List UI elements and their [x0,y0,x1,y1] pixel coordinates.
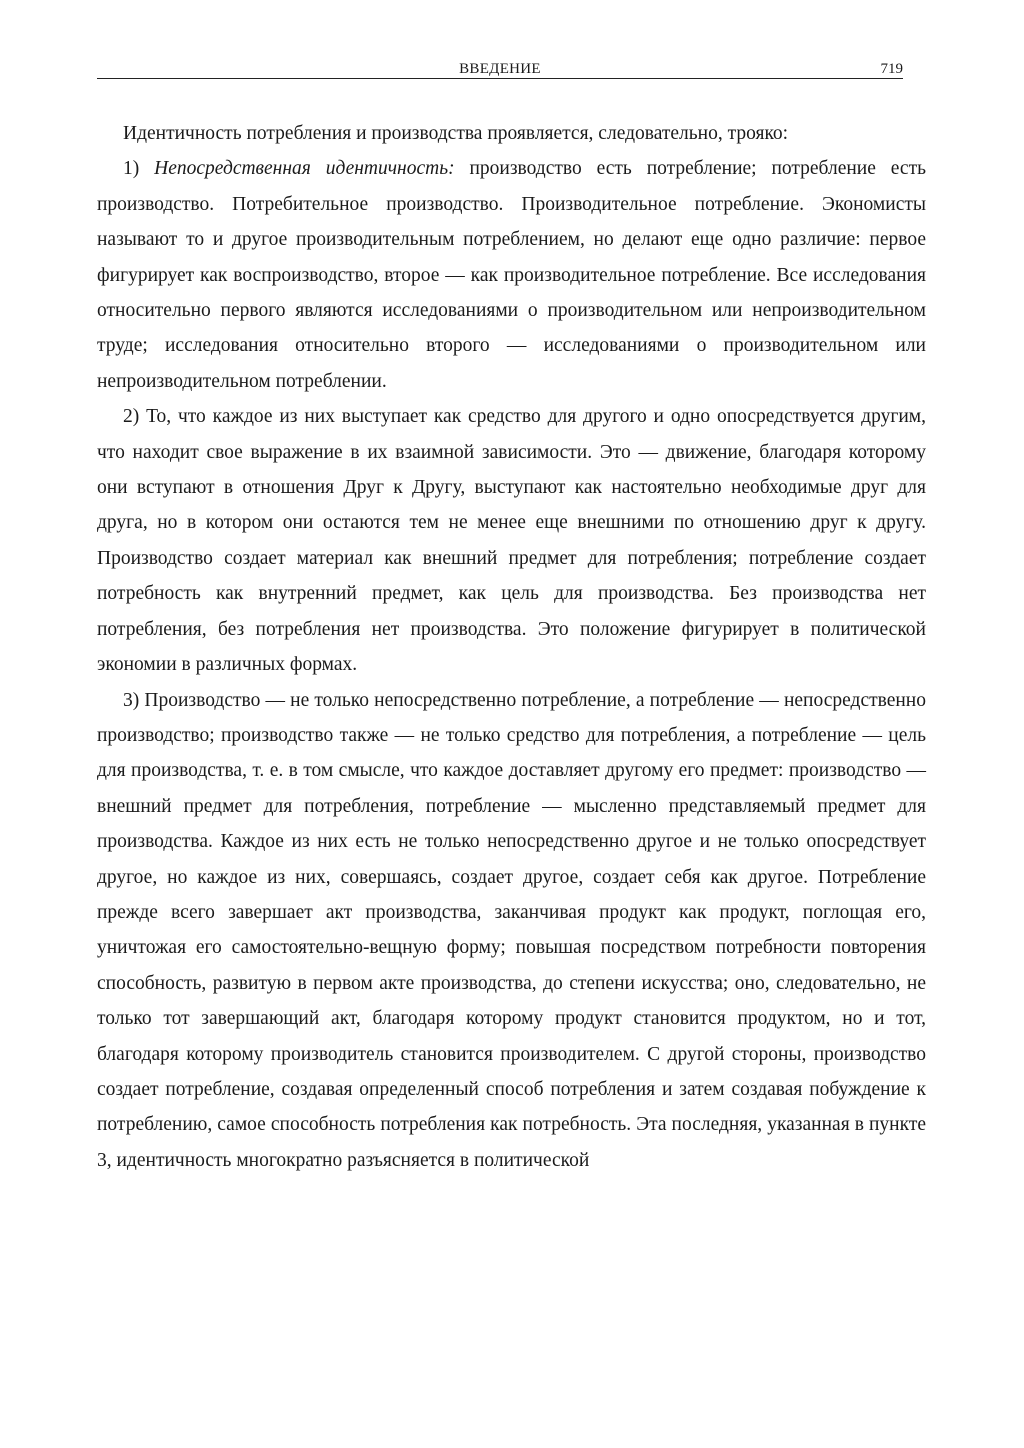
paragraph-1 [97,151,926,399]
paragraph-1-term: Непосредственная идентичность: [154,158,455,180]
body-text [97,116,926,1178]
paragraph-1-text: производство есть потребление; потребление есть производство. Потребительное производство. Производительное потребление. Экономисты называют то и другое производительным потреблением, но делают еще одно различие: первое фигурирует как воспроизводство, второе — как производительное потребление. Все исследования относительно первого являются исследованиями о производительном или непроизводительном труде; исследования относительно второго — исследованиями о производительном или непроизводительном потреблении. [97,158,926,392]
paragraph-2: 2) То, что каждое из них выступает как средство для другого и одно опосредствуется другим, что находит свое выражение в их взаимной зависимости. Это — движение, благодаря которому они вступают в отношения Друг к Другу, выступают как настоятельно необходимые друг для друга, но в котором они остаются тем не менее еще внешними по отношению друг к другу. Производство создает материал как внешний предмет для потребления; потребление создает потребность как внутренний предмет, как цель для производства. Без производства нет потребления, без потребления нет производства. Это положение фигурирует в политической экономии в различных формах. [97,406,926,676]
running-header [97,60,903,79]
paragraph-3: 3) Производство — не только непосредственно потребление, а потребление — непосредственно производство; производство также — не только средство для потребления, а потребление — цель для производства, т. е. в том смысле, что каждое доставляет другому его предмет: производство — внешний предмет для потребления, потребление — мысленно представляемый предмет для производства. Каждое из них есть не только непосредственно другое и не только опосредствует другое, но каждое из них, совершаясь, создает другое, создает себя как другое. Потребление прежде всего завершает акт производства, заканчивая продукт как продукт, поглощая его, уничтожая его самостоятельно-вещную форму; повышая посредством потребности повторения способность, развитую в первом акте производства, до степени искусства; оно, следовательно, не только тот завершающий акт, благодаря которому продукт становится продуктом, но и тот, благодаря которому производитель становится производителем. С другой стороны, производство создает потребление, создавая определенный способ потребления и затем создавая побуждение к потреблению, самое способность потребления как потребность. Эта последняя, указанная в пункте 3, идентичность многократно разъясняется в политической [97,689,926,1171]
header-title: ВВЕДЕНИЕ [459,61,541,77]
paragraph-intro: Идентичность потребления и производства проявляется, следовательно, трояко: [123,123,789,144]
page-number: 719 [880,61,903,77]
paragraph-1-prefix: 1) [123,158,155,180]
